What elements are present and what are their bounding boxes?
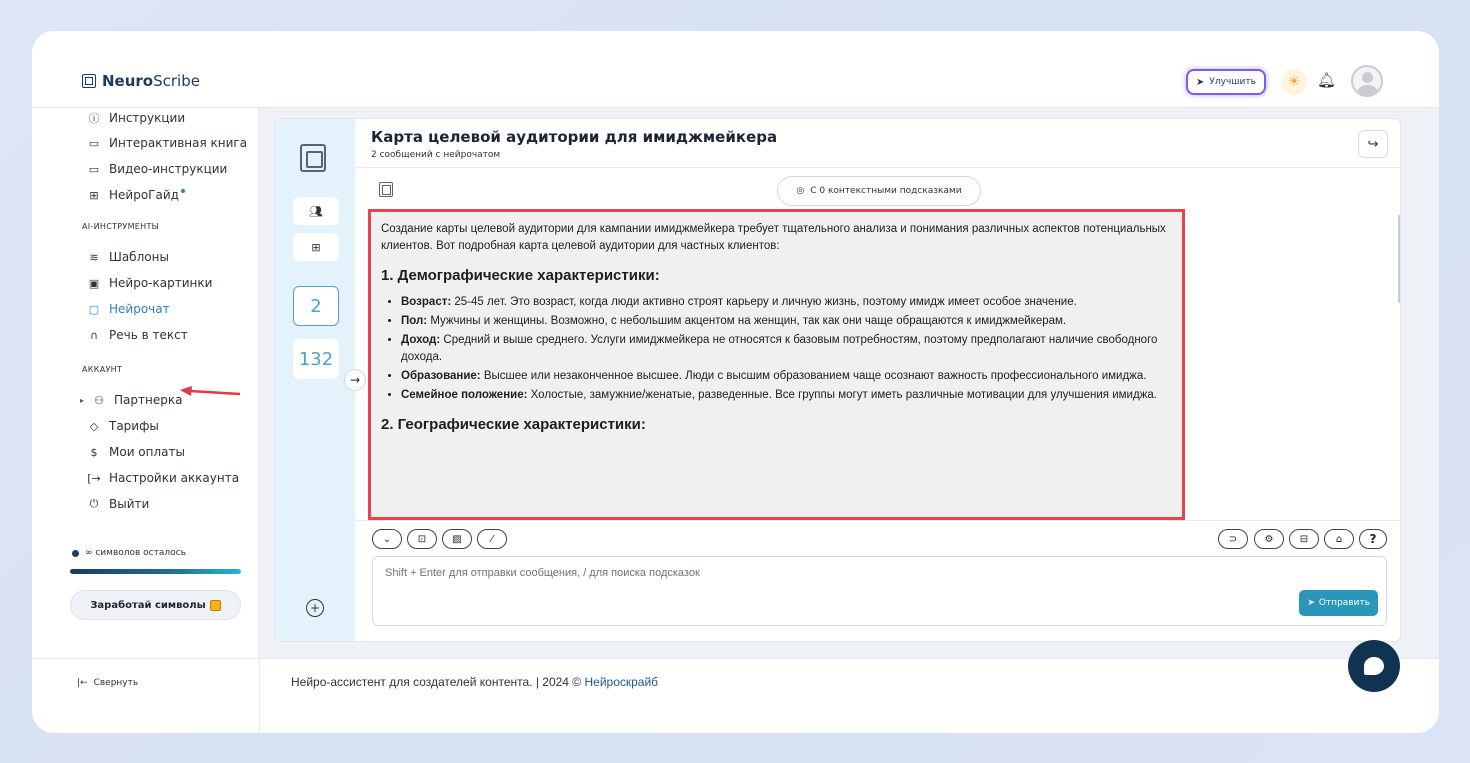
theme-toggle-sun-icon[interactable]: ☀ <box>1281 69 1307 95</box>
sidebar-item-speech-to-text[interactable] <box>87 328 188 342</box>
message-input-placeholder: Shift + Enter для отправки сообщения, / для поиска подсказок <box>385 567 700 579</box>
headphones-icon: ∩ <box>89 328 99 342</box>
sidebar-item-label: Видео-инструкции <box>109 162 228 176</box>
earn-symbols-button[interactable] <box>70 590 241 620</box>
collapse-tool-button[interactable] <box>372 529 402 549</box>
earn-symbols-label: Заработай символы <box>90 599 206 611</box>
top-header <box>32 31 1439 108</box>
avatar[interactable] <box>1351 65 1383 97</box>
collapse-sidebar-button[interactable] <box>77 678 138 688</box>
chat-icon: ▢ <box>88 302 100 316</box>
expand-arrow-icon[interactable]: → <box>344 369 366 391</box>
brand-logo[interactable] <box>82 72 200 90</box>
app-window <box>32 31 1439 733</box>
bullet-text: Мужчины и женщины. Возможно, с небольшим акцентом на женщин, так как они чаще обращаются к имиджмейкерам. <box>427 315 1067 327</box>
footer-text <box>291 675 658 689</box>
bullet-text: Средний и выше среднего. Услуги имиджмейкера не относятся к базовым потребностям, поэтому предполагают наличие свободного дохода. <box>401 334 1158 363</box>
sidebar-item-label: НейроГайд <box>109 188 179 202</box>
sidebar-item-neuro-images[interactable] <box>87 276 212 290</box>
upgrade-label: Улучшить <box>1209 77 1256 87</box>
sidebar-item-label: Интерактивная книга <box>109 136 248 150</box>
message-count-badge[interactable]: 2 <box>293 286 339 326</box>
template-tool-button[interactable] <box>1289 529 1319 549</box>
magic-wand-icon: ⁄ <box>491 533 493 545</box>
send-button[interactable] <box>1299 590 1378 616</box>
assistant-avatar-icon <box>379 182 393 197</box>
sidebar-item-neurochat[interactable] <box>87 302 170 316</box>
sidebar-item-partner[interactable] <box>80 393 182 407</box>
list-item <box>401 387 1172 404</box>
list-item <box>401 368 1172 385</box>
sidebar-item-instructions[interactable] <box>87 110 185 126</box>
sidebar-item-video-instructions[interactable] <box>87 162 227 176</box>
login-icon: [→ <box>87 471 101 485</box>
download-icon: ⊡ <box>417 533 427 545</box>
bullet-term: Возраст: <box>401 296 452 308</box>
bot-tool-button[interactable] <box>1324 529 1354 549</box>
power-icon: ⏻ <box>89 497 99 510</box>
upgrade-button[interactable] <box>1186 69 1266 95</box>
chat-left-rail <box>275 119 355 641</box>
chat-bubble-icon <box>1364 657 1384 675</box>
message-bullet-list <box>401 294 1172 404</box>
message-heading-2: 2. Географические характеристики: <box>381 416 646 433</box>
sidebar-item-logout[interactable] <box>87 497 149 511</box>
divider <box>355 167 1401 168</box>
question-circle-icon: ⓘ <box>88 112 100 125</box>
sidebar-item-payments[interactable] <box>87 445 185 459</box>
dollar-icon: $ <box>90 445 98 459</box>
bullet-text: 25-45 лет. Это возраст, когда люди активно строят карьеру и личную жизнь, поэтому имидж имеет особое значение. <box>451 296 1077 308</box>
symbols-remaining <box>72 548 186 558</box>
bullet-text: Высшее или незаконченное высшее. Люди с высшим образованием чаще осознают важность профессионального имиджа. <box>480 370 1147 382</box>
collapse-label: Свернуть <box>93 678 139 688</box>
bullet-term: Пол: <box>401 315 428 327</box>
symbol-count-badge: 132 <box>293 339 339 379</box>
chat-logo-icon <box>300 144 326 172</box>
context-hints-label: С 0 контекстными подсказками <box>810 186 962 196</box>
sidebar-item-label: Речь в текст <box>109 328 188 342</box>
assistant-message <box>368 209 1185 520</box>
share-button[interactable] <box>1358 130 1388 158</box>
chat-subtitle: 2 сообщений с нейрочатом <box>371 150 501 160</box>
list-item <box>401 313 1172 330</box>
sidebar-item-tariffs[interactable] <box>87 419 159 433</box>
bell-icon[interactable]: 🔔︎ <box>1317 71 1337 89</box>
rocket-icon: ➤ <box>1196 76 1205 88</box>
symbols-remaining-label: ∞ символов осталось <box>85 548 186 558</box>
expand-caret-icon: ▸ <box>80 395 85 405</box>
sidebar-item-templates[interactable] <box>87 250 169 264</box>
footer-vertical-divider <box>259 658 260 733</box>
bullet-text: Холостые, замужние/женатые, разведенные. Все группы могут иметь различные мотивации для улучшения имиджа. <box>527 389 1157 401</box>
grid-icon: ⊞ <box>311 240 321 254</box>
message-heading-1: 1. Демографические характеристики: <box>381 267 660 284</box>
context-hints-pill[interactable] <box>777 176 981 206</box>
symbols-progress-bar <box>70 569 241 574</box>
gear-icon: ⚙ <box>1264 533 1274 545</box>
users-icon: 👥︎ <box>309 204 323 218</box>
sidebar-item-label: Нейрочат <box>109 302 170 316</box>
help-button[interactable]: ? <box>1359 529 1387 549</box>
collapse-icon: |← <box>77 678 88 688</box>
section-label-account: АККАУНТ <box>82 365 123 374</box>
image-icon: ▣ <box>88 276 100 290</box>
guide-icon: ⊞ <box>89 188 99 202</box>
send-icon: ➤ <box>1307 598 1315 608</box>
gift-icon <box>210 600 221 611</box>
sidebar-item-interactive-book[interactable] <box>87 136 247 150</box>
share-icon: ↪ <box>1367 136 1379 152</box>
brand-name-bold: Neuro <box>102 72 154 90</box>
sidebar-item-account-settings[interactable] <box>87 471 239 485</box>
sidebar-item-label: Нейро-картинки <box>109 276 213 290</box>
sidebar-item-label: Выйти <box>109 497 150 511</box>
add-circle-icon[interactable]: + <box>306 599 324 617</box>
palette-icon: ◎ <box>796 186 805 196</box>
list-item <box>401 332 1172 366</box>
robot-icon: ⌂ <box>1335 533 1343 545</box>
divider <box>355 520 1401 521</box>
sidebar-item-neuroguide[interactable] <box>87 188 185 202</box>
sidebar <box>32 108 259 658</box>
bullet-term: Образование: <box>401 370 481 382</box>
sidebar-item-label: Тарифы <box>109 419 159 433</box>
settings-tool-button[interactable] <box>1254 529 1284 549</box>
chevrons-down-icon: ⌄ <box>382 533 392 545</box>
chat-title: Карта целевой аудитории для имиджмейкера <box>371 128 778 146</box>
brand-name-rest: Scribe <box>153 72 200 90</box>
magic-tool-button[interactable] <box>477 529 507 549</box>
bullet-term: Семейное положение: <box>401 389 528 401</box>
footer-copyright: Нейро-ассистент для создателей контента. | 2024 © <box>291 675 585 689</box>
footer-divider <box>32 658 1439 659</box>
annotation-red-arrow <box>180 386 242 400</box>
sidebar-item-label: Партнерка <box>114 393 183 407</box>
sidebar-item-label: Настройки аккаунта <box>109 471 240 485</box>
sidebar-item-label: Инструкции <box>109 111 186 125</box>
image-icon: ▨ <box>452 533 462 545</box>
message-intro: Создание карты целевой аудитории для кампании имиджмейкера требует тщательного анализа и понимания различных аспектов потенциальных клиентов. Вот подробная карта целевой аудитории для частных клиентов: <box>381 223 1166 252</box>
puzzle-icon: ⊃ <box>1228 533 1238 545</box>
scrollbar[interactable] <box>1398 215 1401 303</box>
download-tool-button[interactable] <box>407 529 437 549</box>
footer-brand-link[interactable]: Нейроскрайб <box>584 675 659 689</box>
users-rail-button[interactable] <box>293 197 339 225</box>
chat-panel <box>274 118 1401 642</box>
sidebar-item-label: Мои оплаты <box>109 445 185 459</box>
image-tool-button[interactable] <box>442 529 472 549</box>
logo-icon <box>82 74 96 88</box>
section-label-ai: AI-ИНСТРУМЕНТЫ <box>82 222 160 231</box>
layers-icon: ≋ <box>89 250 99 264</box>
list-item <box>401 294 1172 311</box>
template-icon: ⊟ <box>1299 533 1309 545</box>
message-input[interactable] <box>372 556 1387 626</box>
tag-icon: ◇ <box>89 419 99 433</box>
support-chat-button[interactable] <box>1348 640 1400 692</box>
bullet-term: Доход: <box>401 334 441 346</box>
book-icon: ▭ <box>88 136 100 150</box>
send-label: Отправить <box>1318 598 1370 608</box>
new-dot <box>181 189 185 193</box>
status-dot <box>72 550 79 557</box>
sidebar-item-label: Шаблоны <box>109 250 169 264</box>
video-icon: ▭ <box>88 162 100 176</box>
users-icon: ⚇ <box>94 393 104 407</box>
grid-rail-button[interactable] <box>293 233 339 261</box>
puzzle-tool-button[interactable] <box>1218 529 1248 549</box>
